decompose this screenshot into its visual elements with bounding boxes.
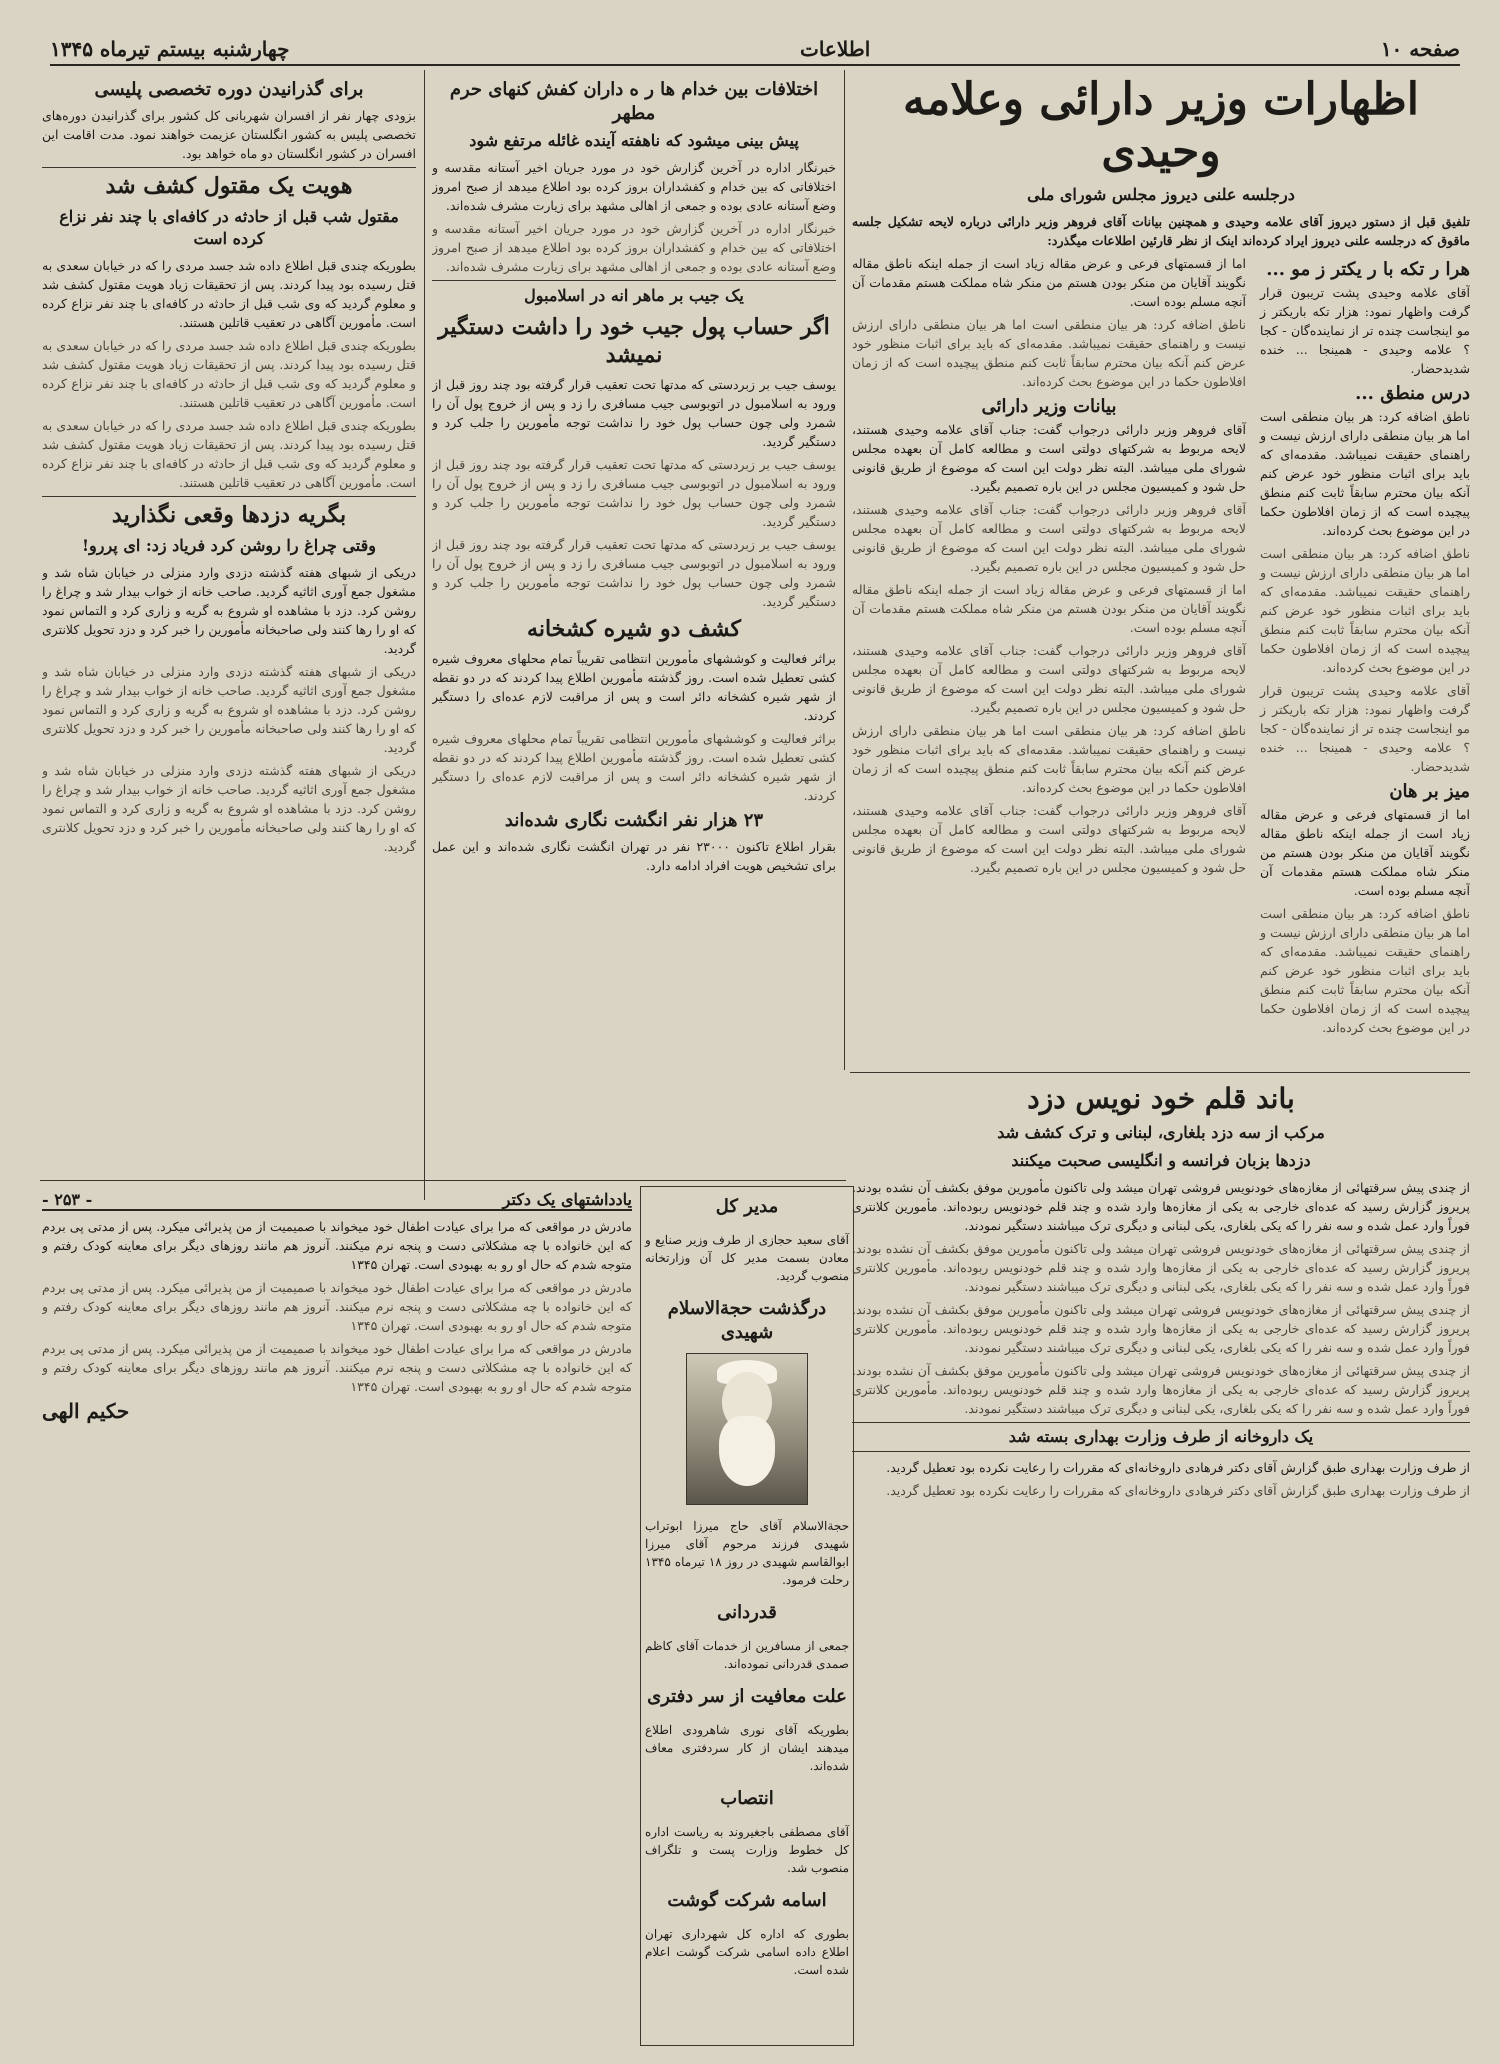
memoir-header [42,1190,632,1211]
left-column [42,74,416,1174]
section-text: ناطق اضافه کرد: هر بیان منطقی است اما هر بیان منطقی دارای ارزش نیست و راهنمای حقیقت نمیباشد. مقدمه‌ای که باید برای اثبات منظور خود عرض کنم آنکه بیان محترم سابقاً ثابت کنم منطق پیچیده است که از زمان افلاطون حکما در این موضوع بحث کرده‌اند. [1260,546,1470,675]
portrait-photo [686,1353,808,1505]
section-text: آقای فروهر وزیر دارائی درجواب گفت: جناب آقای علامه وحیدی هستند، لایحه مربوط به شرکتهای دولتی است و مطالعه کامل آن بعهده مجلس شورای ملی میباشد. البته نظر دولت این است که موضوع از طریق قانونی حل شود و کمیسیون مجلس در این باره تصمیم بگیرد. [852,643,1246,715]
memoir-page-label: - ۲۵۳ - [42,1190,93,1209]
burglar-article: دریکی از شبهای هفته گذشته دزدی وارد منزلی در خیابان شاه شد و مشغول جمع آوری اثاثیه گردید. صاحب خانه از خواب بیدار شد و چراغ را روشن کرد. دزد با مشاهده او شروع به گریه و زاری کرد و التماس نمود که او را رها کنند ولی صاحبخانه مأمورین را خبر کرد و دزد تحویل کلانتری گردید. [42,763,416,854]
section-title: هرا ر تکه با ر یکتر ز مو ... [1266,259,1470,280]
section-text: آقای علامه وحیدی پشت تریبون قرار گرفت واظهار نمود: هزار تکه باریکتر ز مو اینجاست چنده تر از نماینده‌گان - کجا ؟ علامه وحیدی - همینجا ... خنده شدیدحضار. [1260,285,1470,376]
main-subheadline: درجلسه علنی دیروز مجلس شورای ملی [1027,185,1295,204]
news-title: انتصاب [720,1788,774,1809]
section-text: اما از قسمتهای فرعی و عرض مقاله زیاد است از جمله اینکه ناطق مقاله نگویند آقایان من منکر بودن هستم من منکر شاه مملکت هستم مقدمات آن آنچه مسلم بوده است. [852,256,1246,309]
news-title: مدیر کل [715,1196,779,1217]
pen-thieves-subheadline: مرکب از سه دزد بلغاری، لبنانی و ترک کشف شد [997,1123,1325,1142]
section-text: ناطق اضافه کرد: هر بیان منطقی است اما هر بیان منطقی دارای ارزش نیست و راهنمای حقیقت نمیباشد. مقدمه‌ای که باید برای اثبات منظور خود عرض کنم آنکه بیان محترم سابقاً ثابت کنم منطق پیچیده است که از زمان افلاطون حکما در این موضوع بحث کرده‌اند. [1260,409,1470,538]
section-text: ناطق اضافه کرد: هر بیان منطقی است اما هر بیان منطقی دارای ارزش نیست و راهنمای حقیقت نمیباشد. مقدمه‌ای که باید برای اثبات منظور خود عرض کنم آنکه بیان محترم سابقاً ثابت کنم منطق پیچیده است که از زمان افلاطون حکما در این موضوع بحث کرده‌اند. [1260,906,1470,1035]
victim-identified-subheadline: مقتول شب قبل از حادثه در کافه‌ای با چند نفر نزاع کرده است [59,207,399,248]
victim-identified-headline: هویت یک مقتول کشف شد [42,167,416,200]
page-header [50,34,1460,66]
shrine-article: خبرنگار اداره در آخرین گزارش خود در مورد جریان اخیر آستانه مقدسه و اختلافاتی که بین خدام و کفشداران بروز کرده بود اطلاع میدهد از صبح امروز وضع آستانه عادی بوده و جمعی از اهالی مشهد برای زیارت مشرف شده‌اند. [432,221,836,274]
memoir-text: مادرش در مواقعی که مرا برای عیادت اطفال خود میخواند با صمیمیت از من پذیرائی میکرد. پس از مدتی پی بردم که این خانواده با چه مشکلاتی دست و پنجه نرم میکنند. آنروز هم مانند روزهای دیگر برای معاینه کودک رفتم و متوجه شدم که حال او رو به بهبودی است. تهران ۱۳۴۵ [42,1219,632,1272]
police-course-article: بزودی چهار نفر از افسران شهربانی کل کشور برای گذرانیدن دوره‌های تخصصی پلیس به کشور انگلستان عزیمت خواهند نمود. مدت اقامت این افسران در کشور انگلستان دو ماه خواهد بود. [42,108,416,161]
doctor-memoir [42,1190,632,1670]
police-course-headline: برای گذرانیدن دوره تخصصی پلیسی [94,79,364,100]
burglar-article: دریکی از شبهای هفته گذشته دزدی وارد منزلی در خیابان شاه شد و مشغول جمع آوری اثاثیه گردید. صاحب خانه از خواب بیدار شد و چراغ را روشن کرد. دزد با مشاهده او شروع به گریه و زاری کرد و التماس نمود که او را رها کنند ولی صاحبخانه مأمورین را خبر کرد و دزد تحویل کلانتری گردید. [42,664,416,755]
short-news-box [640,1186,854,2046]
pen-thieves-article [852,1080,1470,2040]
news-text: آقای مصطفی باجغیروند به ریاست اداره کل خطوط وزارت پست و تلگراف منصوب شد. [645,1825,849,1875]
shrine-subheadline: پیش بینی میشود که ناهفته آینده غائله مرتفع شود [469,131,799,150]
shrine-article: خبرنگار اداره در آخرین گزارش خود در مورد جریان اخیر آستانه مقدسه و اختلافاتی که بین خدام و کفشداران بروز کرده بود اطلاع میدهد از صبح امروز وضع آستانه عادی بوده و جمعی از اهالی مشهد برای زیارت مشرف شده‌اند. [432,160,836,213]
page-number: صفحه ۱۰ [1380,37,1460,61]
section-text: آقای علامه وحیدی پشت تریبون قرار گرفت واظهار نمود: هزار تکه باریکتر ز مو اینجاست چنده تر از نماینده‌گان - کجا ؟ علامه وحیدی - همینجا ... خنده شدیدحضار. [1260,683,1470,774]
section-title: درس منطق ... [1355,383,1470,404]
news-text: آقای سعید حجازی از طرف وزیر صنایع و معادن بسمت مدیر کل آن وزارتخانه منصوب گردید. [645,1233,849,1283]
burglar-article: دریکی از شبهای هفته گذشته دزدی وارد منزلی در خیابان شاه شد و مشغول جمع آوری اثاثیه گردید. صاحب خانه از خواب بیدار شد و چراغ را روشن کرد. دزد با مشاهده او شروع به گریه و زاری کرد و التماس نمود که او را رها کنند ولی صاحبخانه مأمورین را خبر کرد و دزد تحویل کلانتری گردید. [42,565,416,656]
pen-thieves-text: از چندی پیش سرقتهائی از مغازه‌های خودنویس فروشی تهران میشد ولی تاکنون مأمورین موفق بکشف آن نشده بودند. پریروز گزارش رسید که عده‌ای خارجی به یکی از مغازه‌ها وارد شده و چند قلم خودنویس ربوده‌اند. مأمورین کلانتری فوراً وارد عمل شده و سه نفر را که یکی بلغاری، یکی لبنانی و دیگری ترک میباشند دستگیر نمودند. [852,1180,1470,1233]
news-text: بطوری که اداره کل شهرداری تهران اطلاع داده اسامی شرکت گوشت اعلام شده است. [645,1927,849,1977]
fingerprint-article: بقرار اطلاع تاکنون ۲۳۰۰۰ نفر در تهران انگشت نگاری شده‌اند و این عمل برای تشخیص هویت افراد ادامه دارد. [432,839,836,873]
pickpocket-box-title: یک جیب بر ماهر انه در اسلامبول [432,280,836,307]
main-intro: تلفیق قبل از دستور دیروز آقای علامه وحیدی و همچنین بیانات آقای فروهر وزیر دارائی درباره لایحه تشکیل جلسه ماقوق که درجلسه علنی دیروز ایراد کرده‌اند اینک از نظر قارئین اطلاعات میگذرد: [852,214,1470,248]
pen-thieves-subheadline-2: دزدها بزبان فرانسه و انگلیسی صحبت میکنند [1011,1151,1311,1170]
opium-den-headline: کشف دو شیره کشخانه [527,616,741,642]
news-title: اسامه شرکت گوشت [667,1890,827,1911]
column-divider [844,70,845,1070]
news-title: قدردانی [717,1602,777,1623]
section-title: میز بر هان [1389,781,1470,802]
middle-column [432,74,836,1174]
section-text: آقای فروهر وزیر دارائی درجواب گفت: جناب آقای علامه وحیدی هستند، لایحه مربوط به شرکتهای دولتی است و مطالعه کامل آن بعهده مجلس شورای ملی میباشد. البته نظر دولت این است که موضوع از طریق قانونی حل شود و کمیسیون مجلس در این باره تصمیم بگیرد. [852,502,1246,574]
middle-subcolumn [852,254,1246,1041]
pen-thieves-text: از چندی پیش سرقتهائی از مغازه‌های خودنویس فروشی تهران میشد ولی تاکنون مأمورین موفق بکشف آن نشده بودند. پریروز گزارش رسید که عده‌ای خارجی به یکی از مغازه‌ها وارد شده و چند قلم خودنویس ربوده‌اند. مأمورین کلانتری فوراً وارد عمل شده و سه نفر را که یکی بلغاری، یکی لبنانی و دیگری ترک میباشند دستگیر نمودند. [852,1302,1470,1355]
section-divider [850,1072,1470,1073]
victim-identified-article: بطوریکه چندی قبل اطلاع داده شد جسد مردی را که در خیابان سعدی به قتل رسیده بود پیدا کردند. پس از تحقیقات زیاد هویت مقتول کشف شد و معلوم گردید که وی شب قبل از حادثه در کافه‌ای با چند نفر نزاع کرده است. مأمورین آگاهی در تعقیب قاتلین هستند. [42,418,416,490]
burglar-headline: بگریه دزدها وقعی نگذارید [42,496,416,529]
pickpocket-article: یوسف جیب بر زبردستی که مدتها تحت تعقیب قرار گرفته بود چند روز قبل از ورود به اسلامبول در اتوبوسی جیب مسافری را زد و پس از خروج پول آن را شمرد ولی چون حساب پول خود را نداشت توجه مأمورین را جلب کرد و دستگیر گردید. [432,377,836,449]
section-text: اما از قسمتهای فرعی و عرض مقاله زیاد است از جمله اینکه ناطق مقاله نگویند آقایان من منکر بودن هستم من منکر شاه مملکت هستم مقدمات آن آنچه مسلم بوده است. [852,582,1246,635]
pharmacy-closed-text: از طرف وزارت بهداری طبق گزارش آقای دکتر فرهادی داروخانه‌ای که مقررات را رعایت نکرده بود تعطیل گردید. [886,1483,1470,1498]
shrine-headline: اختلافات بین خدام ها ر ه داران کفش کنهای حرم مطهر [449,79,819,124]
memoir-text: مادرش در مواقعی که مرا برای عیادت اطفال خود میخواند با صمیمیت از من پذیرائی میکرد. پس از مدتی پی بردم که این خانواده با چه مشکلاتی دست و پنجه نرم میکنند. آنروز هم مانند روزهای دیگر برای معاینه کودک رفتم و متوجه شدم که حال او رو به بهبودی است. تهران ۱۳۴۵ [42,1341,632,1394]
memoir-title: یادداشتهای یک دکتر [502,1190,632,1209]
pen-thieves-text: از چندی پیش سرقتهائی از مغازه‌های خودنویس فروشی تهران میشد ولی تاکنون مأمورین موفق بکشف آن نشده بودند. پریروز گزارش رسید که عده‌ای خارجی به یکی از مغازه‌ها وارد شده و چند قلم خودنویس ربوده‌اند. مأمورین کلانتری فوراً وارد عمل شده و سه نفر را که یکی بلغاری، یکی لبنانی و دیگری ترک میباشند دستگیر نمودند. [852,1363,1470,1416]
victim-identified-article: بطوریکه چندی قبل اطلاع داده شد جسد مردی را که در خیابان سعدی به قتل رسیده بود پیدا کردند. پس از تحقیقات زیاد هویت مقتول کشف شد و معلوم گردید که وی شب قبل از حادثه در کافه‌ای با چند نفر نزاع کرده است. مأمورین آگاهی در تعقیب قاتلین هستند. [42,258,416,330]
pickpocket-article: یوسف جیب بر زبردستی که مدتها تحت تعقیب قرار گرفته بود چند روز قبل از ورود به اسلامبول در اتوبوسی جیب مسافری را زد و پس از خروج پول آن را شمرد ولی چون حساب پول خود را نداشت توجه مأمورین را جلب کرد و دستگیر گردید. [432,537,836,609]
pickpocket-article: یوسف جیب بر زبردستی که مدتها تحت تعقیب قرار گرفته بود چند روز قبل از ورود به اسلامبول در اتوبوسی جیب مسافری را زد و پس از خروج پول آن را شمرد ولی چون حساب پول خود را نداشت توجه مأمورین را جلب کرد و دستگیر گردید. [432,457,836,529]
pharmacy-closed-title: یک داروخانه از طرف وزارت بهداری بسته شد [852,1422,1470,1452]
pen-thieves-text: از چندی پیش سرقتهائی از مغازه‌های خودنویس فروشی تهران میشد ولی تاکنون مأمورین موفق بکشف آن نشده بودند. پریروز گزارش رسید که عده‌ای خارجی به یکی از مغازه‌ها وارد شده و چند قلم خودنویس ربوده‌اند. مأمورین کلانتری فوراً وارد عمل شده و سه نفر را که یکی بلغاری، یکی لبنانی و دیگری ترک میباشند دستگیر نمودند. [852,1241,1470,1294]
victim-identified-article: بطوریکه چندی قبل اطلاع داده شد جسد مردی را که در خیابان سعدی به قتل رسیده بود پیدا کردند. پس از تحقیقات زیاد هویت مقتول کشف شد و معلوم گردید که وی شب قبل از حادثه در کافه‌ای با چند نفر نزاع کرده است. مأمورین آگاهی در تعقیب قاتلین هستند. [42,338,416,410]
opium-den-article: براثر فعالیت و کوششهای مأمورین انتظامی تقریباً تمام محلهای معروف شیره کشی تعطیل شده است. روز گذشته مأمورین اطلاع پیدا کردند که در دو نقطه از شهر شیره کشخانه دائر است و پس از مراقبت لازم عده‌ای را دستگیر کردند. [432,731,836,803]
news-text: حجة‌الاسلام آقای حاج میرزا ابوتراب شهیدی فرزند مرحوم آقای میرزا ابوالقاسم شهیدی در روز ۱۸ تیرماه ۱۳۴۵ رحلت فرمود. [645,1519,849,1587]
news-title: علت معافیت از سر دفتری [647,1686,847,1707]
minister-speech-title: بیانات وزیر دارائی [981,396,1117,417]
fingerprint-headline: ۲۳ هزار نفر انگشت نگاری شده‌اند [504,810,764,831]
newspaper-name: اطلاعات [800,37,871,61]
section-divider [40,1180,846,1181]
pharmacy-closed-text: از طرف وزارت بهداری طبق گزارش آقای دکتر فرهادی داروخانه‌ای که مقررات را رعایت نکرده بود تعطیل گردید. [886,1460,1470,1475]
news-text: جمعی از مسافرین از خدمات آقای کاظم صمدی قدردانی نموده‌اند. [645,1639,849,1671]
pen-thieves-headline: باند قلم خود نویس دزد [1027,1082,1295,1115]
section-text: ناطق اضافه کرد: هر بیان منطقی است اما هر بیان منطقی دارای ارزش نیست و راهنمای حقیقت نمیباشد. مقدمه‌ای که باید برای اثبات منظور خود عرض کنم آنکه بیان محترم سابقاً ثابت کنم منطق پیچیده است که از زمان افلاطون حکما در این موضوع بحث کرده‌اند. [852,317,1246,389]
minister-speech-text: آقای فروهر وزیر دارائی درجواب گفت: جناب آقای علامه وحیدی هستند، لایحه مربوط به شرکتهای دولتی است و مطالعه کامل آن بعهده مجلس شورای ملی میباشد. البته نظر دولت این است که موضوع از طریق قانونی حل شود و کمیسیون مجلس در این باره تصمیم بگیرد. [852,422,1246,494]
main-article [852,74,1470,1064]
memoir-signature: حکیم الهی [42,1399,130,1423]
section-text: ناطق اضافه کرد: هر بیان منطقی است اما هر بیان منطقی دارای ارزش نیست و راهنمای حقیقت نمیباشد. مقدمه‌ای که باید برای اثبات منظور خود عرض کنم آنکه بیان محترم سابقاً ثابت کنم منطق پیچیده است که از زمان افلاطون حکما در این موضوع بحث کرده‌اند. [852,723,1246,795]
pickpocket-headline: اگر حساب پول جیب خود را داشت دستگیر نمیشد [438,314,830,368]
section-text: آقای فروهر وزیر دارائی درجواب گفت: جناب آقای علامه وحیدی هستند، لایحه مربوط به شرکتهای دولتی است و مطالعه کامل آن بعهده مجلس شورای ملی میباشد. البته نظر دولت این است که موضوع از طریق قانونی حل شود و کمیسیون مجلس در این باره تصمیم بگیرد. [852,803,1246,875]
right-subcolumn [1260,254,1470,1041]
memoir-text: مادرش در مواقعی که مرا برای عیادت اطفال خود میخواند با صمیمیت از من پذیرائی میکرد. پس از مدتی پی بردم که این خانواده با چه مشکلاتی دست و پنجه نرم میکنند. آنروز هم مانند روزهای دیگر برای معاینه کودک رفتم و متوجه شدم که حال او رو به بهبودی است. تهران ۱۳۴۵ [42,1280,632,1333]
news-title: درگذشت حجة‌الاسلام شهیدی [667,1298,827,1343]
opium-den-article: براثر فعالیت و کوششهای مأمورین انتظامی تقریباً تمام محلهای معروف شیره کشی تعطیل شده است. روز گذشته مأمورین اطلاع پیدا کردند که در دو نقطه از شهر شیره کشخانه دائر است و پس از مراقبت لازم عده‌ای را دستگیر کردند. [432,651,836,723]
column-divider [424,70,425,1200]
burglar-subheadline: وقتی چراغ را روشن کرد فریاد زد: ای پررو! [81,536,376,555]
news-text: بطوریکه آقای نوری شاهرودی اطلاع میدهند ایشان از کار سردفتری معاف شده‌اند. [645,1723,849,1773]
issue-date: چهارشنبه بیستم تیرماه ۱۳۴۵ [50,37,290,61]
section-text: اما از قسمتهای فرعی و عرض مقاله زیاد است از جمله اینکه ناطق مقاله نگویند آقایان من منکر بودن هستم من منکر شاه مملکت هستم مقدمات آن آنچه مسلم بوده است. [1260,807,1470,898]
main-headline: اظهارات وزیر دارائی وعلامه وحیدی [903,74,1419,177]
